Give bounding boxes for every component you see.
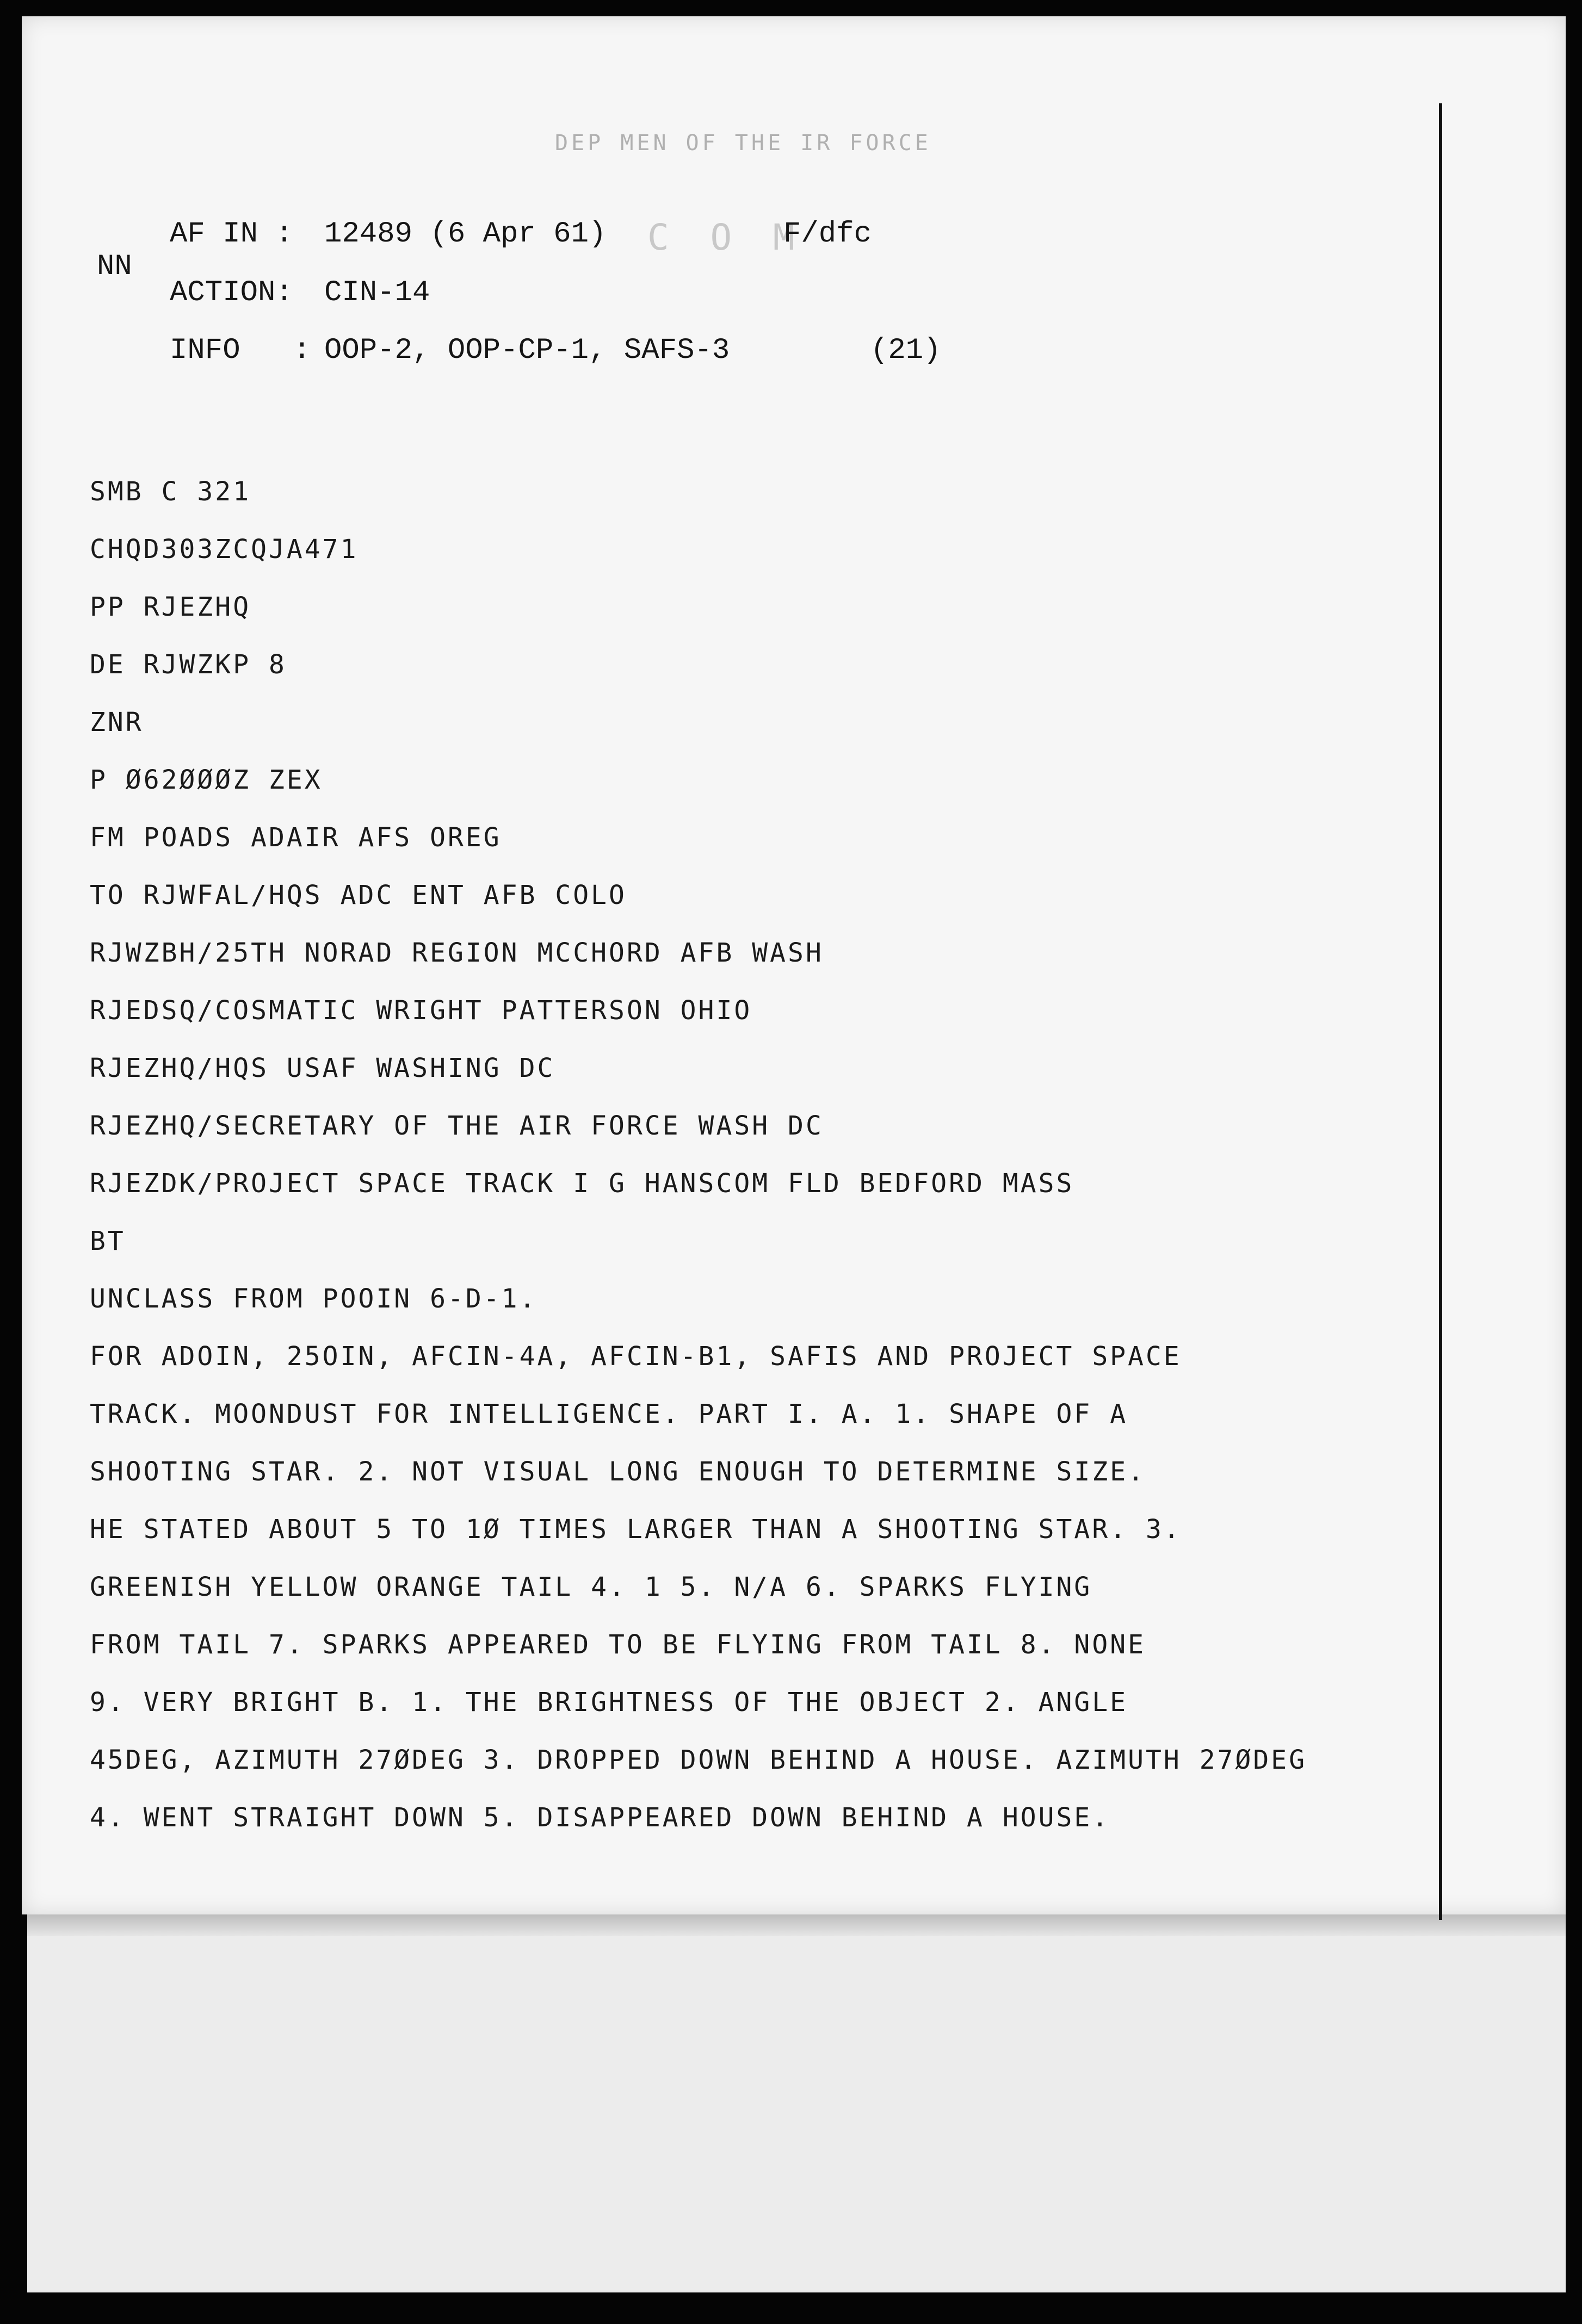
message-line: 9. VERY BRIGHT B. 1. THE BRIGHTNESS OF THE OBJECT 2. ANGLE <box>90 1687 1128 1718</box>
right-margin-line <box>1439 103 1442 1920</box>
page-bottom-edge <box>27 1914 1566 1936</box>
message-line: TRACK. MOONDUST FOR INTELLIGENCE. PART I. A. 1. SHAPE OF A <box>90 1399 1128 1429</box>
message-line: DE RJWZKP 8 <box>90 649 287 680</box>
message-line: RJEZHQ/SECRETARY OF THE AIR FORCE WASH DC <box>90 1111 824 1141</box>
message-line: SHOOTING STAR. 2. NOT VISUAL LONG ENOUGH TO DETERMINE SIZE. <box>90 1457 1146 1487</box>
info-value: OOP-2, OOP-CP-1, SAFS-3 <box>324 334 730 367</box>
action-label: ACTION: <box>170 276 293 309</box>
message-line: 45DEG, AZIMUTH 27ØDEG 3. DROPPED DOWN BEHIND A HOUSE. AZIMUTH 27ØDEG <box>90 1745 1307 1775</box>
message-line: SMB C 321 <box>90 476 251 507</box>
message-line: RJEDSQ/COSMATIC WRIGHT PATTERSON OHIO <box>90 995 752 1026</box>
message-line: P Ø62ØØØZ ZEX <box>90 765 323 795</box>
backing-sheet <box>27 1936 1566 2292</box>
info-label: INFO : <box>170 334 311 367</box>
faded-department-header: DEP MEN OF THE IR FORCE <box>555 131 931 156</box>
message-line: CHQD303ZCQJA471 <box>90 534 359 565</box>
action-value: CIN-14 <box>324 276 430 309</box>
message-line: RJEZHQ/HQS USAF WASHING DC <box>90 1053 555 1083</box>
message-line: PP RJEZHQ <box>90 592 251 622</box>
message-line: TO RJWFAL/HQS ADC ENT AFB COLO <box>90 880 627 910</box>
message-line: FM POADS ADAIR AFS OREG <box>90 822 502 853</box>
message-line: RJWZBH/25TH NORAD REGION MCCHORD AFB WASH <box>90 938 824 968</box>
nn-marker: NN <box>97 250 132 283</box>
message-line: HE STATED ABOUT 5 TO 1Ø TIMES LARGER THAN A SHOOTING STAR. 3. <box>90 1514 1182 1545</box>
copy-count: (21) <box>870 334 941 367</box>
faded-stamp: C O M <box>647 216 805 258</box>
message-line: BT <box>90 1226 126 1256</box>
message-line: 4. WENT STRAIGHT DOWN 5. DISAPPEARED DOWN BEHIND A HOUSE. <box>90 1802 1110 1833</box>
message-line: RJEZDK/PROJECT SPACE TRACK I G HANSCOM FLD BEDFORD MASS <box>90 1168 1074 1199</box>
af-in-value: 12489 (6 Apr 61) <box>324 218 607 251</box>
message-line: ZNR <box>90 707 144 738</box>
message-line: GREENISH YELLOW ORANGE TAIL 4. 1 5. N/A 6. SPARKS FLYING <box>90 1572 1092 1602</box>
message-line: FOR ADOIN, 25OIN, AFCIN-4A, AFCIN-B1, SAFIS AND PROJECT SPACE <box>90 1341 1182 1372</box>
routing-code: F/dfc <box>783 218 872 251</box>
af-in-label: AF IN : <box>170 218 293 251</box>
message-line: FROM TAIL 7. SPARKS APPEARED TO BE FLYING FROM TAIL 8. NONE <box>90 1629 1146 1660</box>
message-line: UNCLASS FROM POOIN 6-D-1. <box>90 1284 537 1314</box>
